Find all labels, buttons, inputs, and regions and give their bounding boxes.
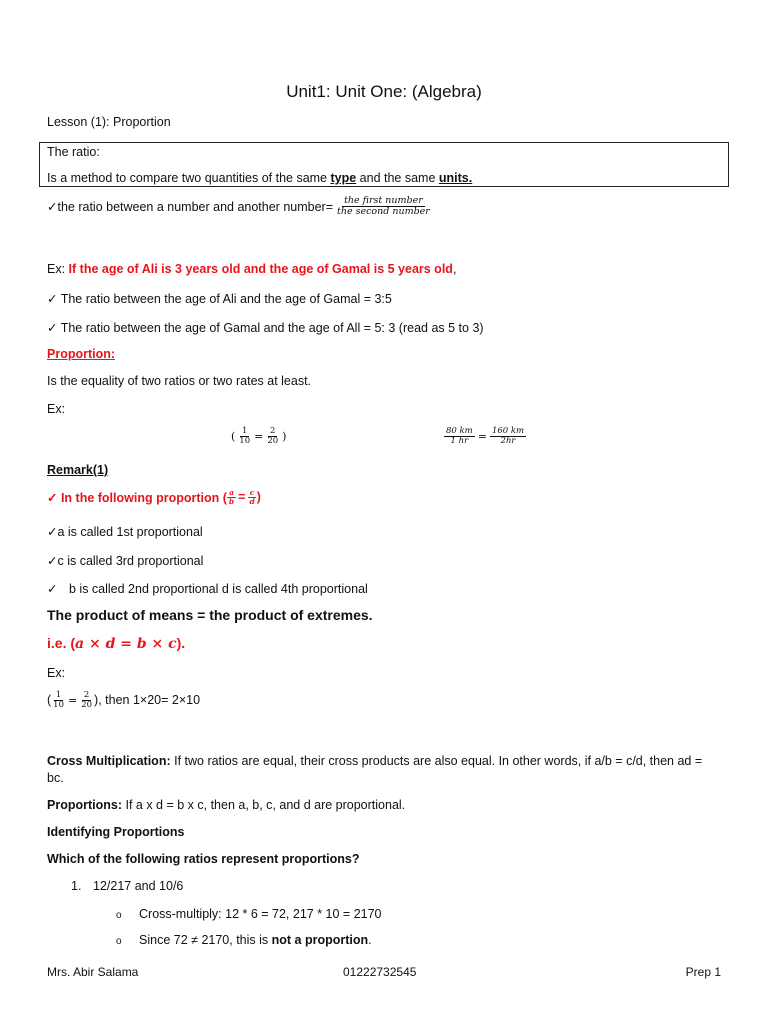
remark-lead-close: ) xyxy=(256,490,261,505)
fraction-numerator: 1 xyxy=(242,426,248,436)
proportion-heading: Proportion: xyxy=(47,347,116,361)
remark-lead-line xyxy=(47,489,261,506)
fraction-denominator: the second number xyxy=(337,205,430,217)
ie-expression: a × d = b × c xyxy=(75,636,177,652)
fraction-numerator: 160 km xyxy=(491,426,525,436)
fraction-denominator: 10 xyxy=(53,699,64,710)
ie-line xyxy=(47,635,185,652)
paren-open: ( xyxy=(231,429,236,443)
fraction-numerator: 2 xyxy=(270,426,276,436)
list-item-1 xyxy=(71,879,183,893)
proportion-definition: Is the equality of two ratios or two rates at least. xyxy=(47,374,312,388)
example-1-text: If the age of Ali is 3 years old and the age of Gamal is 5 years old xyxy=(68,262,453,276)
sub-item-2-bold: not a proportion xyxy=(271,933,369,947)
ratio-definition xyxy=(47,171,472,185)
paren-close: ) xyxy=(282,429,287,443)
remark-item-1: ✓a is called 1st proportional xyxy=(47,525,203,539)
circle-bullet-icon: o xyxy=(116,936,122,947)
example-2-label: Ex: xyxy=(47,666,66,680)
sub-item-1 xyxy=(116,907,382,921)
list-number: 1. xyxy=(71,879,82,893)
example-2-tail: ), then 1×20= 2×10 xyxy=(94,693,201,708)
cross-wrap: bc. xyxy=(47,771,64,785)
fraction-numerator: a xyxy=(229,488,234,497)
ratio-def-pre: Is a method to compare two quantities of the same xyxy=(47,171,331,185)
ratio-def-units: units. xyxy=(438,171,473,185)
proportion-example-fractions xyxy=(231,427,286,446)
ratio-def-type: type xyxy=(330,171,357,185)
example-1-line xyxy=(47,262,456,276)
fraction-numerator: 1 xyxy=(55,690,62,700)
remark-item-2: ✓c is called 3rd proportional xyxy=(47,554,204,568)
equals-sign: = xyxy=(254,429,264,443)
footer-phone: 01222732545 xyxy=(343,965,417,979)
page-title: Unit1: Unit One: (Algebra) xyxy=(286,82,482,101)
question-text: Which of the following ratios represent proportions? xyxy=(47,852,360,866)
fraction-denominator: 10 xyxy=(239,435,251,446)
remark-lead: ✓ In the following proportion ( xyxy=(47,490,227,505)
example-1-label: Ex: xyxy=(47,262,69,276)
footer-teacher: Mrs. Abir Salama xyxy=(47,965,139,979)
ratio-formula-line xyxy=(47,196,432,217)
product-rule: The product of means = the product of extremes. xyxy=(47,607,373,623)
remark-item-3-text: b is called 2nd proportional d is called 4th proportional xyxy=(69,582,368,596)
fraction-denominator: 20 xyxy=(267,435,279,446)
check-line-1: ✓ The ratio between the age of Ali and the age of Gamal = 3:5 xyxy=(47,292,392,306)
proportion-ex-label: Ex: xyxy=(47,402,66,416)
proportions-text: If a x d = b x c, then a, b, c, and d are proportional. xyxy=(122,798,406,812)
fraction-numerator: c xyxy=(249,488,255,497)
check-icon: ✓ xyxy=(47,582,58,596)
fraction-denominator: d xyxy=(249,496,255,506)
ratio-heading: The ratio: xyxy=(47,145,100,159)
equals-sign: = xyxy=(68,693,78,707)
list-item-text: 12/217 and 10/6 xyxy=(93,879,184,893)
fraction-160km-2hr xyxy=(490,427,526,446)
sub-item-2 xyxy=(116,933,372,947)
sub-item-2-end: . xyxy=(368,933,372,947)
ratio-def-mid: and the same xyxy=(356,171,439,185)
example-1-comma: , xyxy=(452,262,457,276)
fraction-1-10 xyxy=(237,427,252,446)
cross-multiplication-line xyxy=(47,754,702,768)
sub-item-2-pre: Since 72 ≠ 2170, this is xyxy=(139,933,272,947)
ratio-formula-fraction xyxy=(335,196,432,217)
remark-item-3 xyxy=(47,581,368,596)
equals-sign: = xyxy=(238,490,246,505)
example-2-line xyxy=(47,691,200,710)
fraction-2-20 xyxy=(79,691,94,710)
circle-bullet-icon: o xyxy=(116,910,122,921)
fraction-a-b xyxy=(227,489,236,506)
paren-open: ( xyxy=(47,693,52,708)
fraction-c-d xyxy=(247,489,256,506)
fraction-denominator: 1 hr xyxy=(450,435,469,446)
sub-item-1-text: Cross-multiply: 12 * 6 = 72, 217 * 10 = 2170 xyxy=(139,907,382,921)
fraction-denominator: 20 xyxy=(81,699,93,710)
fraction-denominator: b xyxy=(228,496,235,506)
fraction-2-20 xyxy=(265,427,280,446)
rate-example-fractions xyxy=(444,427,526,446)
proportions-label: Proportions: xyxy=(47,798,122,812)
ratio-formula-prefix: ✓the ratio between a number and another number= xyxy=(47,199,334,214)
equals-sign: = xyxy=(477,429,487,443)
fraction-numerator: 80 km xyxy=(446,426,473,436)
lesson-heading: Lesson (1): Proportion xyxy=(47,115,171,129)
check-line-2: ✓ The ratio between the age of Gamal and the age of All = 5: 3 (read as 5 to 3) xyxy=(47,321,484,335)
fraction-denominator: 2hr xyxy=(500,435,516,446)
ie-prefix: i.e. ( xyxy=(47,635,76,651)
ie-suffix: ). xyxy=(176,635,186,651)
cross-label: Cross Multiplication: xyxy=(47,754,171,768)
fraction-numerator: the first number xyxy=(344,195,423,206)
remark-heading: Remark(1) xyxy=(47,463,109,477)
fraction-numerator: 2 xyxy=(83,690,90,700)
fraction-1-10 xyxy=(51,691,66,710)
cross-text: If two ratios are equal, their cross products are also equal. In other words, if a/b = c/d, then ad = xyxy=(170,754,703,768)
fraction-80km-1hr xyxy=(444,427,475,446)
identifying-heading: Identifying Proportions xyxy=(47,825,185,839)
footer-grade: Prep 1 xyxy=(685,965,721,979)
proportions-line xyxy=(47,798,405,812)
